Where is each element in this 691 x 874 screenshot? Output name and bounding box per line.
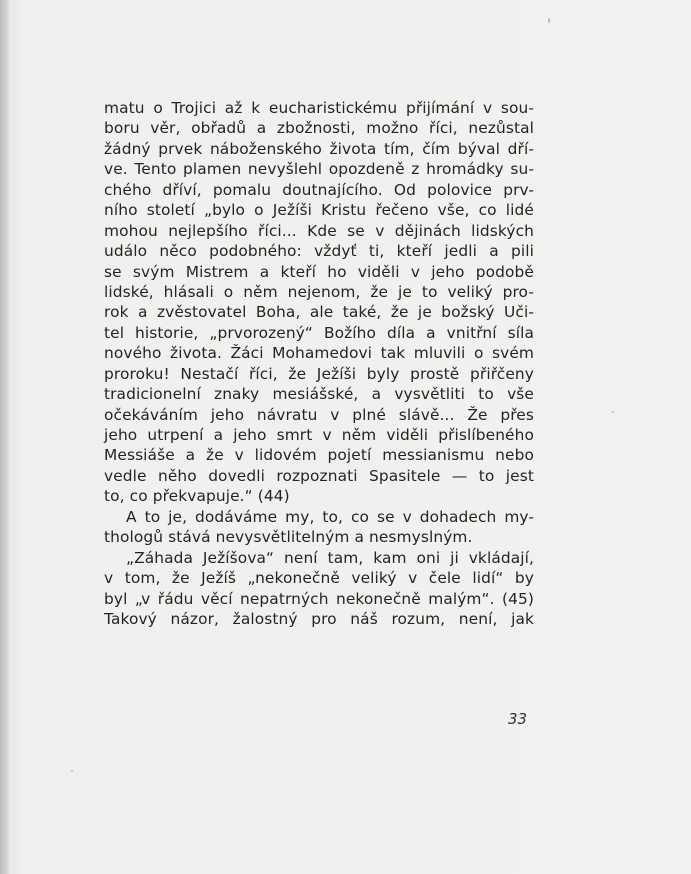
text-line: tradicionelní znaky mesiášské, a vysvětliti to vše xyxy=(104,385,534,404)
text-line: žádný prvek náboženského života tím, čím býval dří- xyxy=(104,139,534,158)
text-line: se svým Mistrem a kteří ho viděli v jeho podobě xyxy=(104,262,534,281)
text-line: byl „v řádu věcí nepatrných nekonečně malým“. (45) xyxy=(104,589,534,608)
page-number: 33 xyxy=(508,710,528,728)
paper-speck xyxy=(548,18,550,23)
text-line: Messiáše a že v lidovém pojetí messianismu nebo xyxy=(104,446,534,465)
text-line: vedle něho dovedli rozpoznati Spasitele — to jest xyxy=(104,466,534,485)
text-line: to, co překvapuje.“ (44) xyxy=(104,487,290,506)
paper-speck xyxy=(612,411,614,413)
body-text xyxy=(104,98,534,629)
text-line: chého dříví, pomalu doutnajícího. Od polovice prv- xyxy=(104,180,534,199)
text-line: ve. Tento plamen nevyšlehl opozdeně z hromádky su- xyxy=(104,160,534,179)
text-line: tel historie, „prvorozený“ Božího díla a vnitřní síla xyxy=(104,323,534,342)
paper-speck xyxy=(71,770,73,772)
text-line: rok a zvěstovatel Boha, ale také, že je božský Uči- xyxy=(104,303,534,322)
text-line: ního století „bylo o Ježíši Kristu řečeno vše, co lidé xyxy=(104,201,534,220)
text-line: thologů stává nevysvětlitelným a nesmyslným. xyxy=(104,528,473,547)
text-line: boru věr, obřadů a zbožnosti, možno říci, nezůstal xyxy=(104,119,534,138)
text-line: jeho utrpení a jeho smrt v něm viděli přislíbeného xyxy=(104,426,534,444)
text-line: matu o Trojici až k eucharistickému přijímání v sou- xyxy=(104,99,534,117)
text-line: „Záhada Ježíšova“ není tam, kam oni ji vkládají, xyxy=(126,548,534,567)
text-line: lidské, hlásali o něm nejenom, že je to veliký pro- xyxy=(104,282,534,301)
text-line: proroku! Nestačí říci, že Ježíši byly prostě přiřčeny xyxy=(104,364,534,383)
text-line: mohou nejlepšího říci... Kde se v dějinách lidských xyxy=(104,221,534,240)
text-line: nového života. Žáci Mohamedovi tak mluvili o svém xyxy=(104,344,534,363)
text-line: v tom, že Ježíš „nekonečně veliký v čele lidí“ by xyxy=(104,569,534,588)
scan-shadow-edge xyxy=(0,0,9,874)
text-line: očekáváním jeho návratu v plné slávě... Že přes xyxy=(104,405,534,424)
text-line: událo něco podobného: vždyť ti, kteří jedli a pili xyxy=(104,242,534,261)
text-line: Takový názor, žalostný pro náš rozum, není, jak xyxy=(104,609,534,628)
text-line: A to je, dodáváme my, to, co se v dohadech my- xyxy=(126,507,534,526)
